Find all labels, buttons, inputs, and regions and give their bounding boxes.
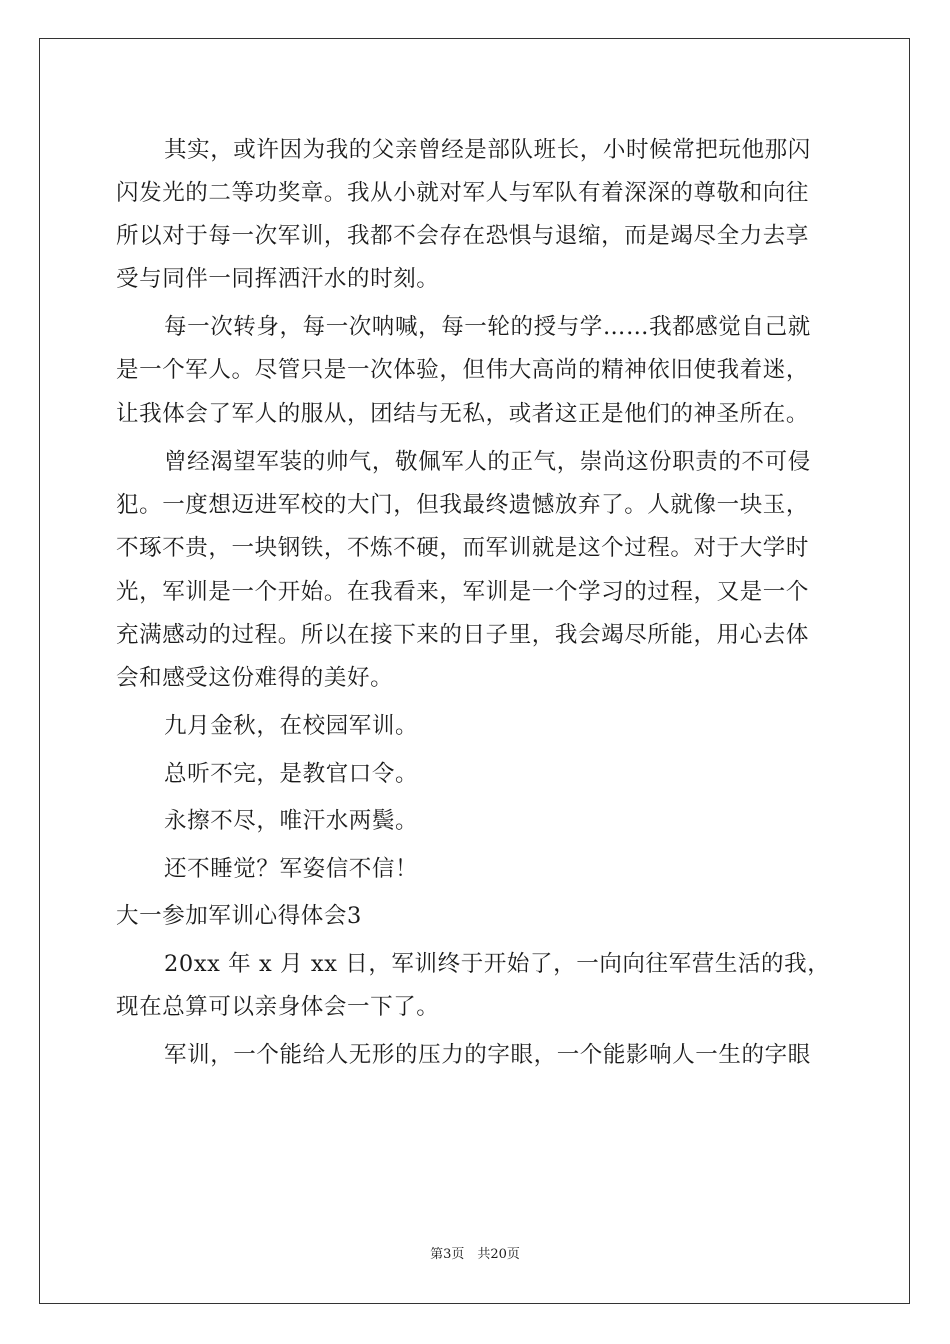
paragraph-line: 闪发光的二等功奖章。我从小就对军人与军队有着深深的尊敬和向往 [116,180,810,206]
paragraph-line: 会和感受这份难得的美好。 [116,665,394,691]
verse-line: 永擦不尽，唯汗水两鬓。 [164,808,419,834]
paragraph-line: 让我体会了军人的服从，团结与无私，或者这正是他们的神圣所在。 [116,401,810,427]
paragraph-line: 每一次转身，每一次呐喊，每一轮的授与学……我都感觉自己就 [164,314,811,340]
paragraph-line: 是一个军人。尽管只是一次体验，但伟大高尚的精神依旧使我着迷， [116,357,810,383]
paragraph-line: 其实，或许因为我的父亲曾经是部队班长，小时候常把玩他那闪 [164,137,811,163]
paragraph-line: 光，军训是一个开始。在我看来，军训是一个学习的过程，又是一个 [116,579,810,605]
section-heading: 大一参加军训心得体会3 [116,903,362,929]
paragraph-line: 充满感动的过程。所以在接下来的日子里，我会竭尽所能，用心去体 [116,622,810,648]
paragraph-line: 现在总算可以亲身体会一下了。 [116,994,440,1020]
verse-line: 总听不完，是教官口令。 [164,761,419,787]
verse-line: 九月金秋，在校园军训。 [164,713,419,739]
paragraph-line: 曾经渴望军装的帅气，敬佩军人的正气，崇尚这份职责的不可侵 [164,449,811,475]
paragraph-line: 所以对于每一次军训，我都不会存在恐惧与退缩，而是竭尽全力去享 [116,223,810,249]
paragraph-line: 不琢不贵，一块钢铁，不炼不硬，而军训就是这个过程。对于大学时 [116,535,810,561]
verse-line: 还不睡觉？军姿信不信！ [164,856,419,882]
page-number-footer: 第3页 共20页 [430,1247,520,1262]
paragraph-line: 犯。一度想迈进军校的大门，但我最终遗憾放弃了。人就像一块玉， [116,492,810,518]
paragraph-line: 受与同伴一同挥洒汗水的时刻。 [116,266,440,292]
paragraph-line: 20xx 年 x 月 xx 日，军训终于开始了，一向向往军营生活的我， [164,951,831,977]
paragraph-line: 军训，一个能给人无形的压力的字眼，一个能影响人一生的字眼 [164,1042,811,1068]
